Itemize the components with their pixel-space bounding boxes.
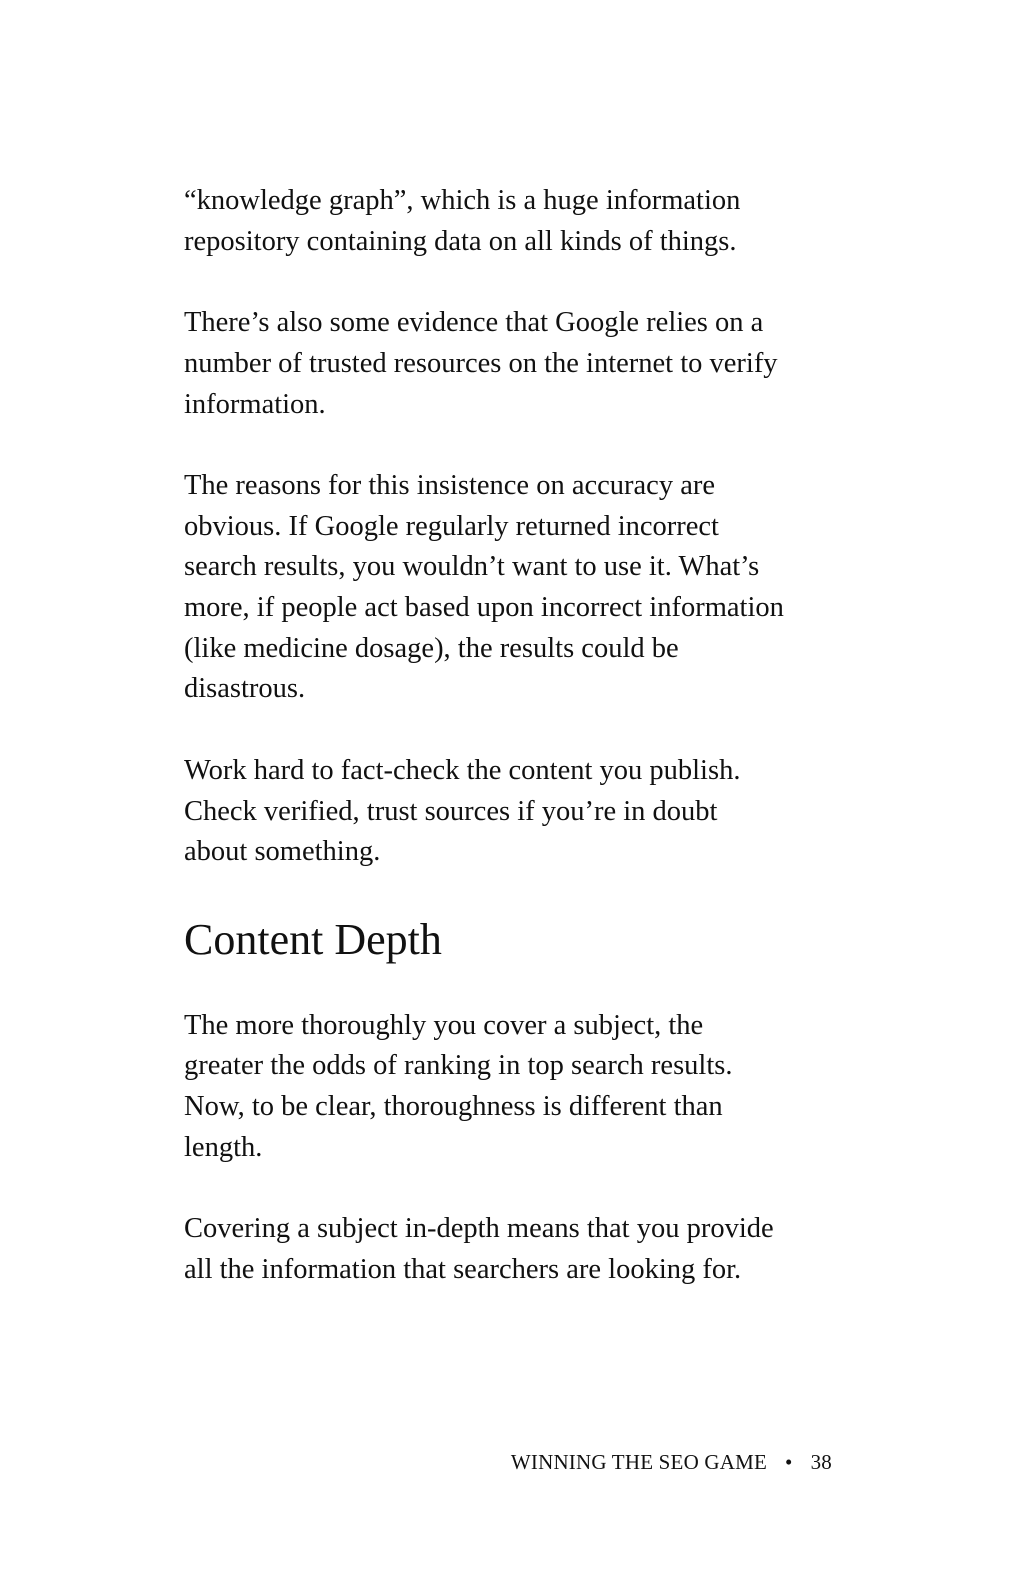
page-body <box>184 181 844 1331</box>
page-footer <box>184 1448 832 1476</box>
section-heading: Content Depth <box>184 914 442 964</box>
footer-separator: • <box>785 1450 793 1474</box>
paragraph-accuracy-reasons: The reasons for this insistence on accuracy are obvious. If Google regularly returned incorrect search results, you wouldn’t want to use it. What’s more, if people act based upon incorrect information (like medicine dosage), the results could be disastrous. <box>184 469 784 705</box>
footer-book-title: WINNING THE SEO GAME <box>510 1450 768 1474</box>
paragraph-thoroughness: The more thoroughly you cover a subject, the greater the odds of ranking in top search results. Now, to be clear, thoroughness is different than length. <box>184 1009 733 1163</box>
paragraph-fact-check: Work hard to fact-check the content you publish. Check verified, trust sources if you’re in doubt about something. <box>184 754 741 868</box>
paragraph-trusted-resources: There’s also some evidence that Google relies on a number of trusted resources on the internet to verify information. <box>184 307 778 420</box>
paragraph-in-depth: Covering a subject in-depth means that you provide all the information that searchers are looking for. <box>184 1213 774 1285</box>
page-number: 38 <box>810 1450 832 1474</box>
paragraph-knowledge-graph: “knowledge graph”, which is a huge information repository containing data on all kinds of things. <box>184 185 741 257</box>
